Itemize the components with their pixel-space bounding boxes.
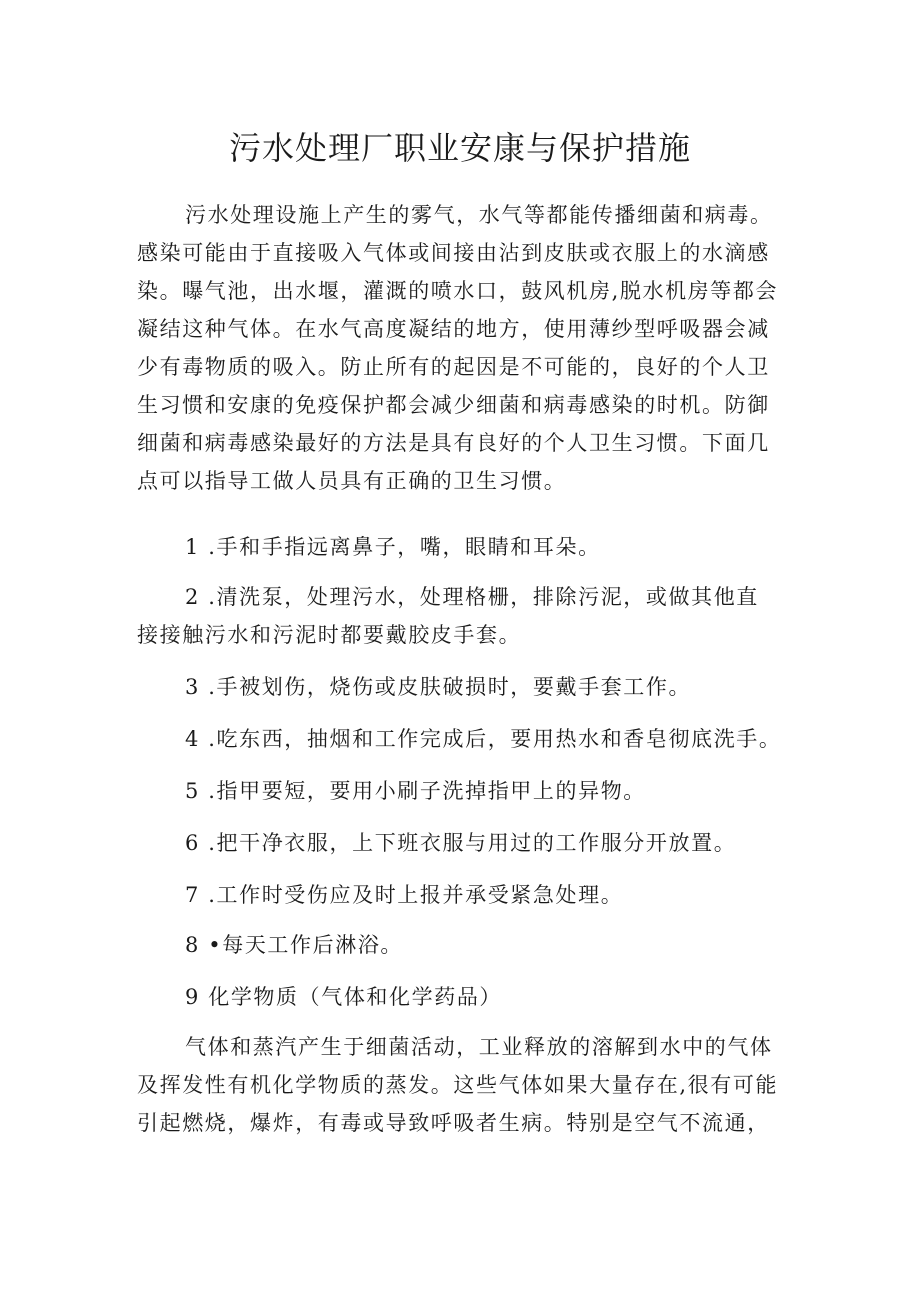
list-item-text: 8 •每天工作后淋浴。 [185,933,404,957]
list-item-2 [137,578,797,654]
paragraph-line: 气体和蒸汽产生于细菌活动，工业释放的溶解到水中的气体 [185,1035,773,1059]
list-item-3 [137,668,797,706]
list-item-text: 6 .把干净衣服，上下班衣服与用过的工作服分开放置。 [185,831,737,855]
list-item-text: 1 .手和手指远离鼻子，嘴，眼睛和耳朵。 [185,535,601,559]
list-item-7 [137,876,797,914]
list-item-text: 4 .吃东西，抽烟和工作完成后，要用热水和香皂彻底洗手。 [185,727,782,751]
paragraph-line: 引起燃烧，爆炸，有毒或导致呼吸者生病。特别是空气不流通， [137,1111,770,1135]
list-item-text: 接接触污水和污泥时都要戴胶皮手套。 [137,623,522,647]
paragraph-line: 及挥发性有机化学物质的蒸发。这些气体如果大量存在,很有可能 [137,1073,779,1097]
paragraph-line: 污水处理设施上产生的雾气，水气等都能传播细菌和病毒。 [185,203,773,227]
document-title: 污水处理厂职业安康与保护措施 [228,129,691,167]
list-item-text: 7 .工作时受伤应及时上报并承受紧急处理。 [185,883,624,907]
paragraph-line: 细菌和病毒感染最好的方法是具有良好的个人卫生习惯。下面几 [137,431,770,455]
paragraph-line: 点可以指导工做人员具有正确的卫生习惯。 [137,469,567,493]
list-item-9 [137,978,797,1016]
list-item-6 [137,824,797,862]
list-item-text: 5 .指甲要短，要用小刷子洗掉指甲上的异物。 [185,779,646,803]
list-item-4 [137,720,797,758]
list-item-5 [137,772,797,810]
list-item-text: 2 .清洗泵，处理污水，处理格栅，排除污泥，或做其他直 [185,585,759,609]
paragraph-line: 少有毒物质的吸入。防止所有的起因是不可能的，良好的个人卫 [137,355,770,379]
intro-paragraph [137,196,797,500]
paragraph-line: 染。曝气池，出水堰，灌溉的喷水口，鼓风机房,脱水机房等都会 [137,279,779,303]
list-item-1 [137,528,797,566]
closing-paragraph [137,1028,797,1142]
paragraph-line: 生习惯和安康的免疫保护都会减少细菌和病毒感染的时机。防御 [137,393,770,417]
paragraph-line: 感染可能由于直接吸入气体或间接由沾到皮肤或衣服上的水滴感 [137,241,770,265]
paragraph-line: 凝结这种气体。在水气高度凝结的地方，使用薄纱型呼吸器会减 [137,317,770,341]
list-item-text: 3 .手被划伤，烧伤或皮肤破损时，要戴手套工作。 [185,675,692,699]
list-item-text: 9 化学物质（气体和化学药品） [185,985,503,1009]
list-item-8 [137,926,797,964]
